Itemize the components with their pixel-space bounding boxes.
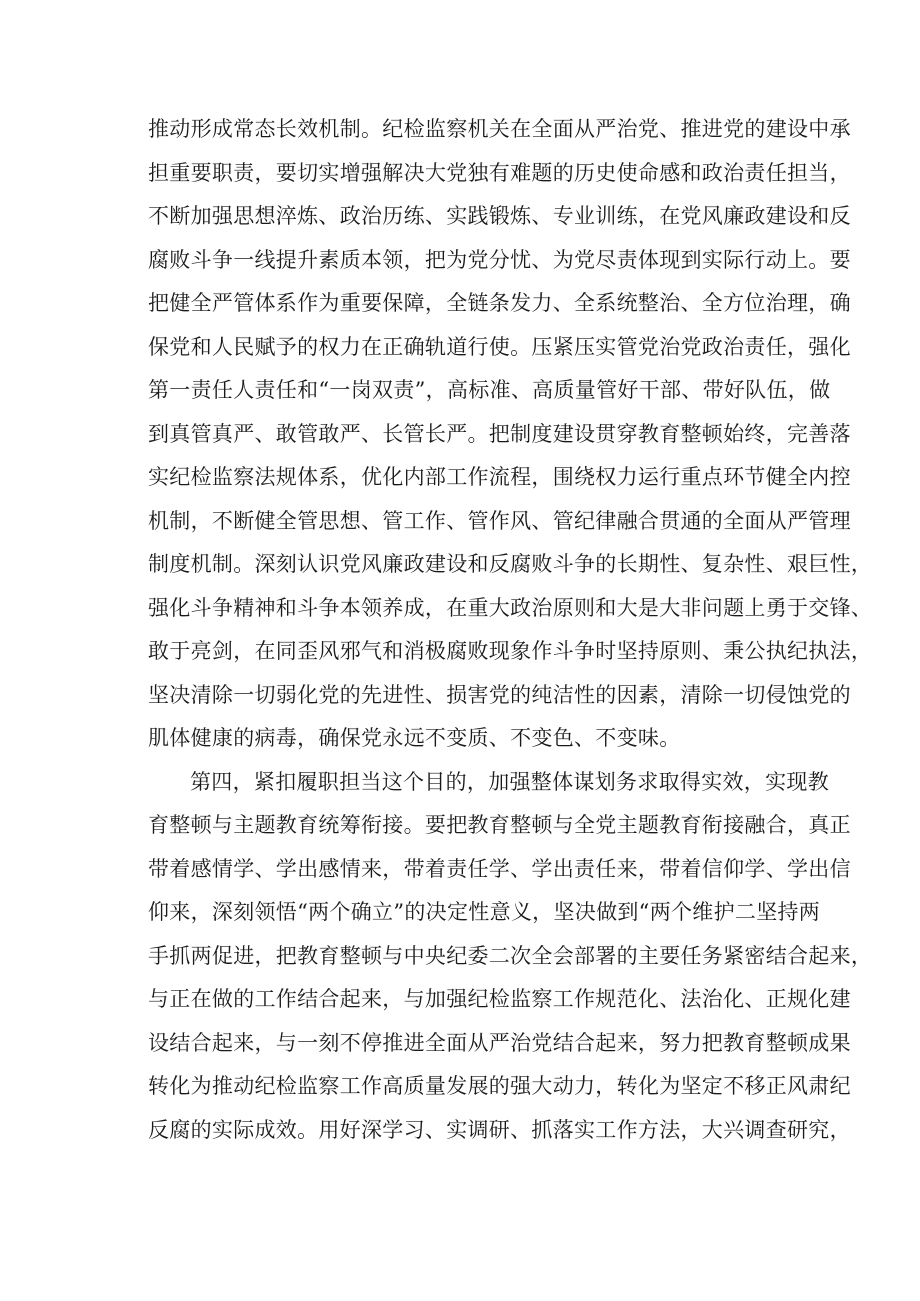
text-line: 推动形成常态长效机制。纪检监察机关在全面从严治党、推进党的建设中承	[148, 117, 851, 141]
text-line: 敢于亮剑，在同歪风邪气和消极腐败现象作斗争时坚持原则、秉公执纪执法，	[148, 639, 873, 663]
text-line: 不断加强思想淬炼、政治历练、实践锻炼、专业训练，在党风廉政建设和反	[148, 204, 851, 228]
text-line: 制度机制。深刻认识党风廉政建设和反腐败斗争的长期性、复杂性、艰巨性，	[148, 552, 873, 576]
text-line: 与正在做的工作结合起来，与加强纪检监察工作规范化、法治化、正规化建	[148, 987, 851, 1011]
paragraph-2	[148, 761, 873, 1153]
text-line: 实纪检监察法规体系，优化内部工作流程，围绕权力运行重点环节健全内控	[148, 465, 851, 489]
text-line: 把健全严管体系作为重要保障，全链条发力、全系统整治、全方位治理，确	[148, 291, 851, 315]
text-line: 第一责任人责任和“一岗双责”，高标准、高质量管好干部、带好队伍，做	[148, 378, 831, 402]
text-line: 设结合起来，与一刻不停推进全面从严治党结合起来，努力把教育整顿成果	[148, 1030, 851, 1055]
text-line: 担重要职责，要切实增强解决大党独有难题的历史使命感和政治责任担当，	[148, 160, 851, 185]
text-line: 手抓两促进，把教育整顿与中央纪委二次全会部署的主要任务紧密结合起来，	[148, 943, 873, 968]
text-line: 肌体健康的病毒，确保党永远不变质、不变色、不变味。	[148, 726, 681, 750]
text-line: 转化为推动纪检监察工作高质量发展的强大动力，转化为坚定不移正风肃纪	[148, 1074, 851, 1098]
text-line: 反腐的实际成效。用好深学习、实调研、抓落实工作方法，大兴调查研究，	[148, 1117, 851, 1142]
text-line: 带着感情学、学出感情来，带着责任学、学出责任来，带着信仰学、学出信	[148, 856, 851, 881]
document-body	[148, 108, 873, 1152]
text-line: 育整顿与主题教育统筹衔接。要把教育整顿与全党主题教育衔接融合，真正	[148, 813, 851, 837]
text-line: 腐败斗争一线提升素质本领，把为党分忧、为党尽责体现到实际行动上。要	[148, 247, 851, 272]
text-line: 第四，紧扣履职担当这个目的，加强整体谋划务求取得实效，实现教	[190, 769, 829, 794]
text-line: 保党和人民赋予的权力在正确轨道行使。压紧压实管党治党政治责任，强化	[148, 334, 851, 359]
text-line: 强化斗争精神和斗争本领养成，在重大政治原则和大是大非问题上勇于交锋、	[148, 595, 873, 620]
text-line: 坚决清除一切弱化党的先进性、损害党的纯洁性的因素，清除一切侵蚀党的	[148, 682, 851, 707]
text-line: 机制，不断健全管思想、管工作、管作风、管纪律融合贯通的全面从严管理	[148, 508, 851, 533]
text-line: 到真管真严、敢管敢严、长管长严。把制度建设贯穿教育整顿始终，完善落	[148, 421, 851, 446]
text-line: 仰来，深刻领悟“两个确立”的决定性意义，坚决做到“两个维护二坚持两	[148, 900, 821, 924]
paragraph-1	[148, 108, 873, 761]
